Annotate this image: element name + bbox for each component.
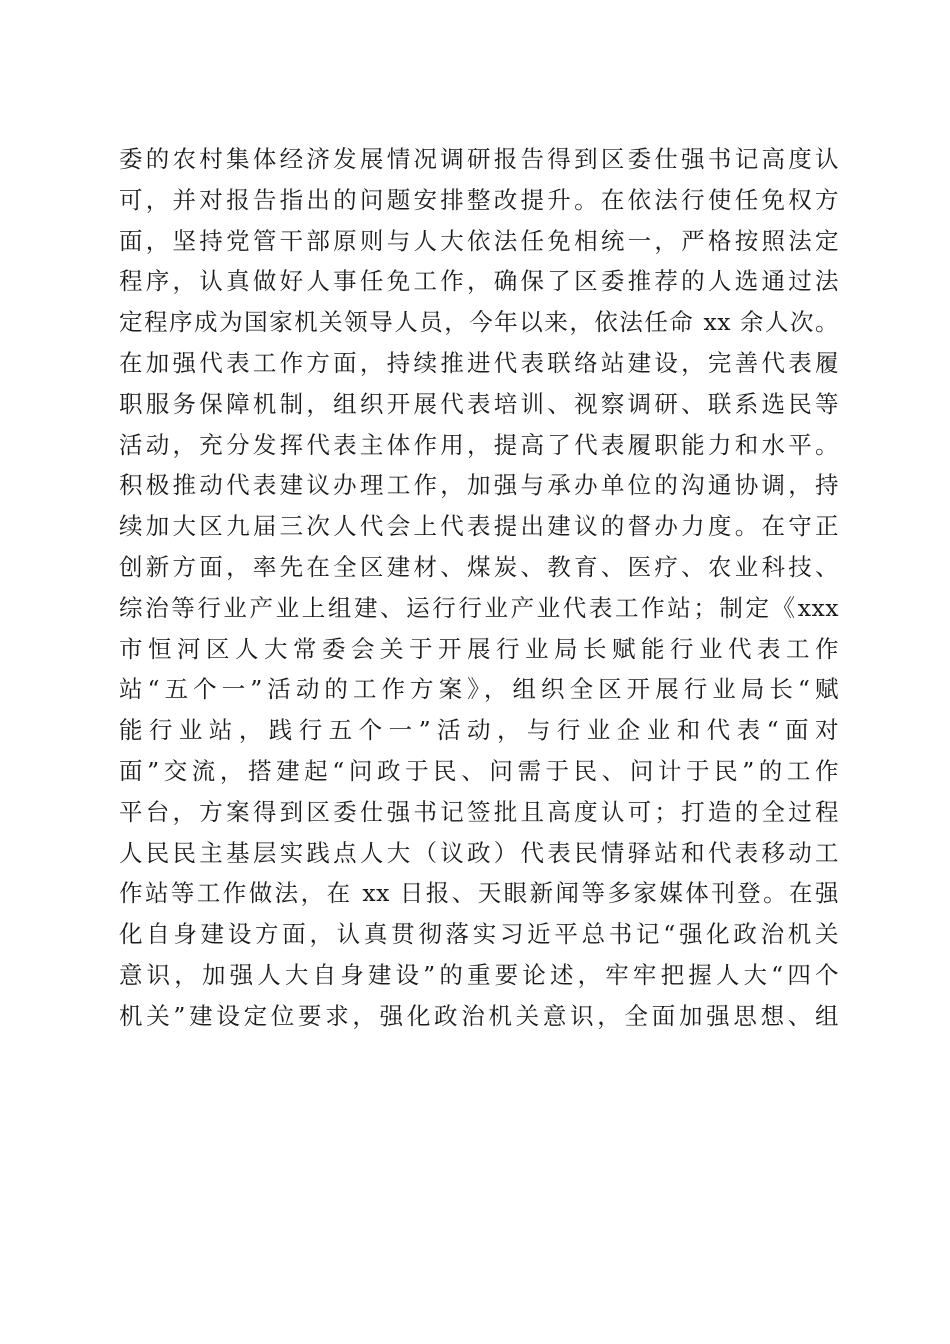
text-line: 委的农村集体经济发展情况调研报告得到区委仕强书记高度认 (119, 145, 839, 173)
text-line: 能行业站，践行五个一”活动，与行业企业和代表“面对 (119, 716, 839, 745)
text-line: 程序，认真做好人事任免工作，确保了区委推荐的人选通过法 (119, 267, 839, 296)
text-line: 机关”建设定位要求，强化政治机关意识，全面加强思想、组 (119, 1001, 839, 1030)
text-line: 面，坚持党管干部原则与人大依法任免相统一，严格按照法定 (119, 226, 839, 255)
text-line: 在加强代表工作方面，持续推进代表联络站建设，完善代表履 (119, 348, 839, 377)
text-line: 续加大区九届三次人代会上代表提出建议的督办力度。在守正 (119, 512, 839, 541)
text-line: 市恒河区人大常委会关于开展行业局长赋能行业代表工作 (119, 634, 839, 663)
text-line: 化自身建设方面，认真贯彻落实习近平总书记“强化政治机关 (119, 920, 839, 949)
text-line: 人民民主基层实践点人大（议政）代表民情驿站和代表移动工 (119, 838, 839, 867)
text-line: 面”交流，搭建起“问政于民、问需于民、问计于民”的工作 (119, 756, 839, 785)
body-paragraph (119, 139, 839, 1037)
text-line: 站“五个一”活动的工作方案》，组织全区开展行业局长“赋 (119, 675, 839, 704)
text-line: 创新方面，率先在全区建材、煤炭、教育、医疗、农业科技、 (119, 552, 839, 581)
text-line: 积极推动代表建议办理工作，加强与承办单位的沟通协调，持 (119, 471, 839, 500)
text-line: 活动，充分发挥代表主体作用，提高了代表履职能力和水平。 (119, 430, 839, 459)
text-line: 意识，加强人大自身建设”的重要论述，牢牢把握人大“四个 (119, 960, 839, 989)
text-line: 定程序成为国家机关领导人员，今年以来，依法任命 xx 余人次。 (119, 308, 839, 337)
text-line: 综治等行业产业上组建、运行行业产业代表工作站；制定《xxx (119, 593, 839, 622)
text-line: 平台，方案得到区委仕强书记签批且高度认可；打造的全过程 (119, 797, 839, 826)
text-line: 职服务保障机制，组织开展代表培训、视察调研、联系选民等 (119, 389, 839, 418)
text-line: 作站等工作做法，在 xx 日报、天眼新闻等多家媒体刊登。在强 (119, 879, 839, 908)
text-line: 可，并对报告指出的问题安排整改提升。在依法行使任免权方 (119, 185, 839, 214)
